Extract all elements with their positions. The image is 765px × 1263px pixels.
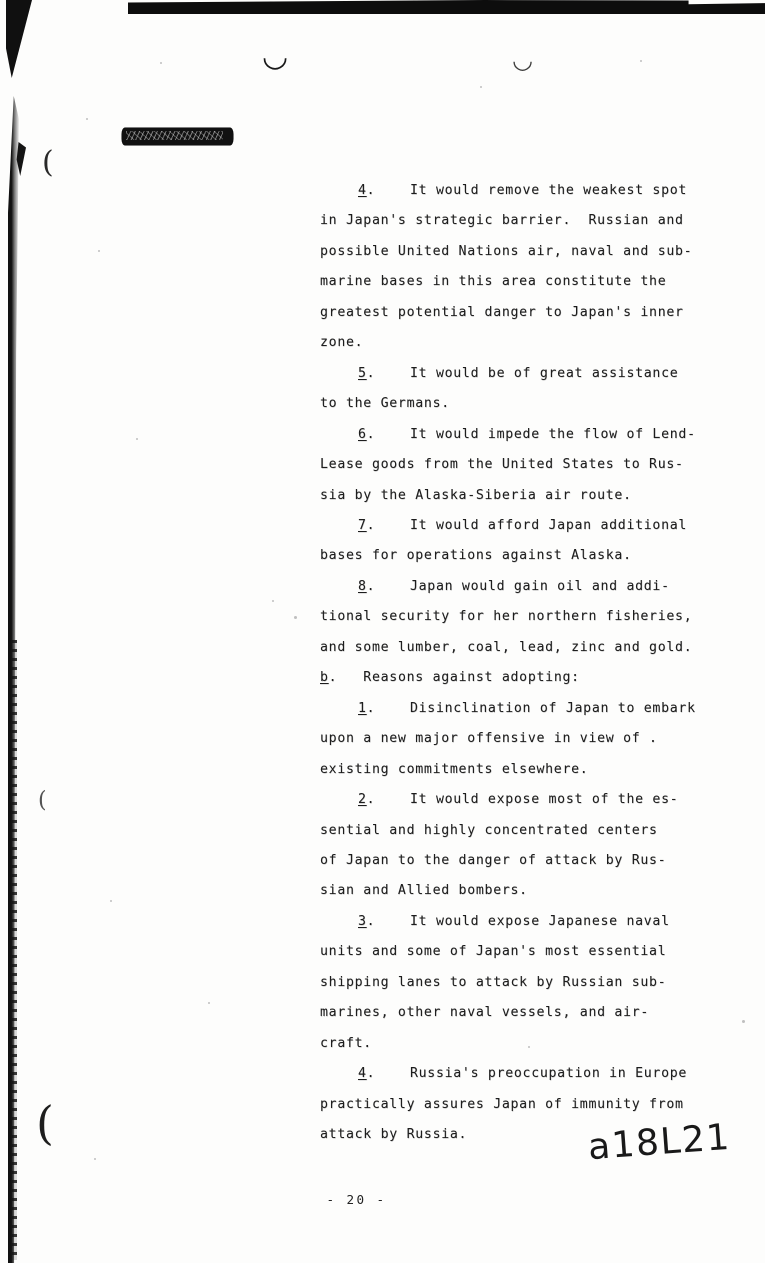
list-marker: 4 [358,1066,367,1082]
document-line: sian and Allied bombers. [320,883,528,899]
list-marker: 7 [358,517,367,533]
document-line: Lease goods from the United States to Rus- [320,457,684,473]
list-marker: b [320,670,329,686]
document-line: possible United Nations air, naval and sub- [320,243,693,259]
document-line: 6. It would impede the flow of Lend- [358,426,696,442]
paper-speck [94,1158,96,1160]
document-line: craft. [320,1035,372,1051]
paper-speck [272,600,274,602]
margin-pencil-mark: ◡ [512,46,533,74]
document-line: units and some of Japan's most essential [320,944,667,960]
margin-pencil-mark: ( [38,788,47,813]
scan-top-edge-artifact [128,0,765,14]
document-line: 4. Russia's preoccupation in Europe [358,1066,688,1082]
document-line: attack by Russia. [320,1127,468,1143]
document-line: 4. It would remove the weakest spot [358,183,688,198]
paper-speck [742,1020,745,1023]
document-line: and some lumber, coal, lead, zinc and gold. [320,639,693,655]
list-marker: 5 [358,365,367,381]
scan-corner-artifact [6,0,32,78]
document-line: existing commitments elsewhere. [320,761,589,777]
list-marker: 2 [358,792,367,808]
document-line: marine bases in this area constitute the [320,274,667,290]
document-line: zone. [320,335,364,351]
paper-speck [294,616,297,619]
margin-pencil-mark: ◡ [262,39,289,74]
document-body-text [320,176,740,1151]
paper-speck [136,438,138,440]
paper-speck [208,1002,210,1004]
document-line: 3. It would expose Japanese naval [358,913,670,929]
paper-speck [86,118,88,120]
document-line: sential and highly concentrated centers [320,822,658,838]
page-number: - 20 - [326,1192,387,1207]
document-line: to the Germans. [320,396,450,412]
paper-speck [98,250,100,252]
paper-speck [110,900,112,902]
scan-left-edge-speckle-artifact [12,640,17,1260]
paper-speck [640,60,642,62]
document-line: 1. Disinclination of Japan to embark [358,700,696,716]
handwritten-archival-annotation: a18L21 [586,1116,733,1169]
document-line: b. Reasons against adopting: [320,670,580,686]
margin-pencil-mark: ( [42,145,54,180]
document-line: of Japan to the danger of attack by Rus- [320,852,667,868]
paper-speck [480,86,482,88]
list-marker: 3 [358,913,367,929]
document-line: upon a new major offensive in view of . [320,731,658,747]
document-line: 7. It would afford Japan additional [358,517,688,533]
document-line: marines, other naval vessels, and air- [320,1005,650,1021]
document-line: shipping lanes to attack by Russian sub- [320,974,667,990]
document-line: in Japan's strategic barrier. Russian and [320,213,684,229]
document-line: sia by the Alaska-Siberia air route. [320,487,632,503]
document-line: practically assures Japan of immunity from [320,1096,684,1112]
document-line: 8. Japan would gain oil and addi- [358,578,670,594]
redaction-bar [122,128,233,145]
list-marker: 1 [358,700,367,716]
document-line: tional security for her northern fisheries, [320,609,693,625]
document-line: 5. It would be of great assistance [358,365,679,381]
document-line: bases for operations against Alaska. [320,548,632,564]
paper-speck [160,62,162,64]
list-marker: 4 [358,183,367,198]
document-line: greatest potential danger to Japan's inner [320,304,684,320]
list-marker: 8 [358,578,367,594]
document-line: 2. It would expose most of the es- [358,792,679,808]
list-marker: 6 [358,426,367,442]
margin-pencil-mark: ( [36,1096,54,1150]
